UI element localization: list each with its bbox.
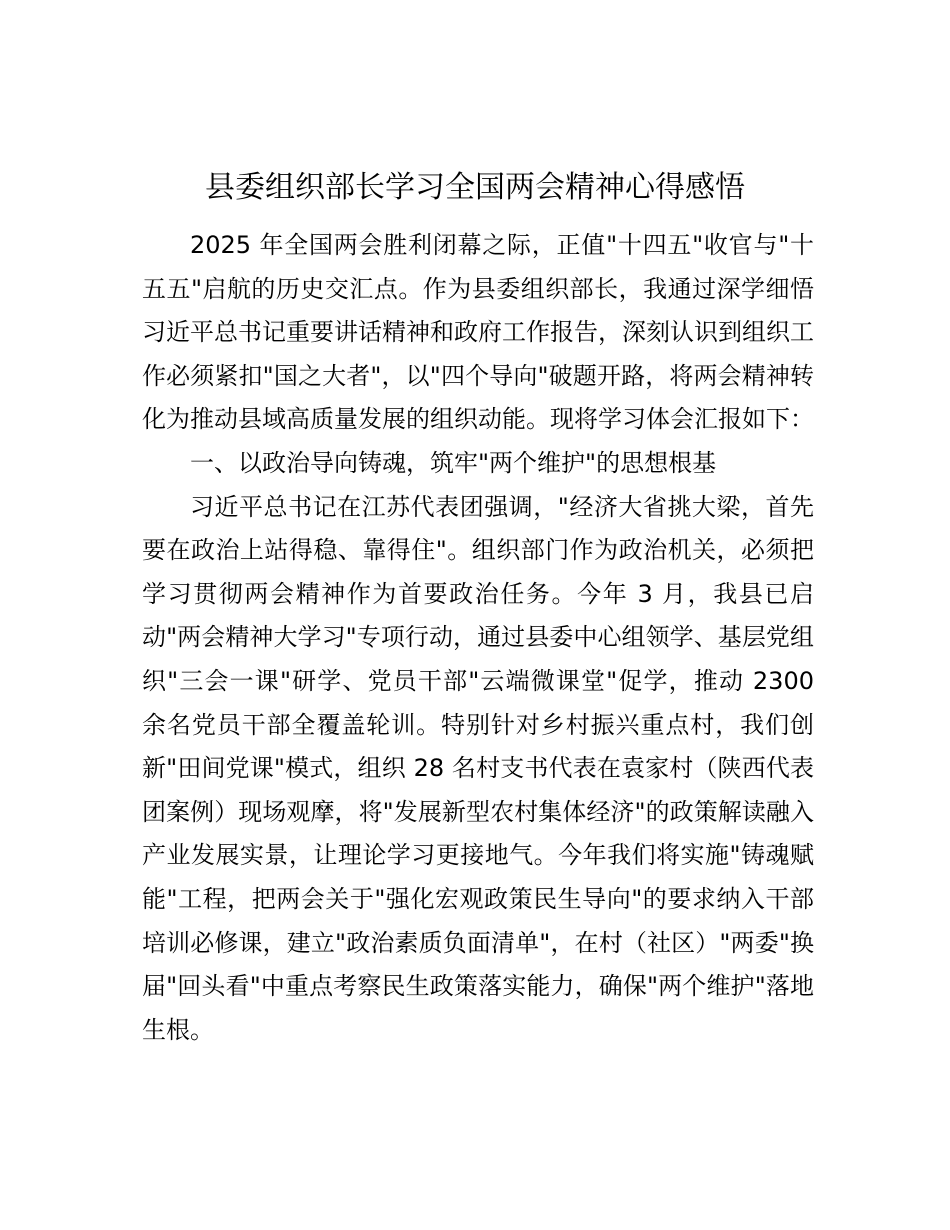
document-title: 县委组织部长学习全国两会精神心得感悟 bbox=[205, 170, 745, 205]
document-body bbox=[142, 224, 814, 1052]
intro-paragraph: 2025 年全国两会胜利闭幕之际，正值"十四五"收官与"十五五"启航的历史交汇点。作为县委组织部长，我通过深学细悟习近平总书记重要讲话精神和政府工作报告，深刻认识到组织工作必须紧扣"国之大者"，以"四个导向"破题开路，将两会精神转化为推动县域高质量发展的组织动能。现将学习体会汇报如下： bbox=[142, 231, 814, 434]
section-heading-1: 一、以政治导向铸魂，筑牢"两个维护"的思想根基 bbox=[190, 448, 717, 477]
section-1-paragraph: 习近平总书记在江苏代表团强调，"经济大省挑大梁，首先要在政治上站得稳、靠得住"。组织部门作为政治机关，必须把学习贯彻两会精神作为首要政治任务。今年 3 月，我县已启动"两会精神大学习"专项行动，通过县委中心组领学、基层党组织"三会一课"研学、党员干部"云端微课堂"促学，推动 2300 余名党员干部全覆盖轮训。特别针对乡村振兴重点村，我们创新"田间党课"模式，组织 28 名村支书代表在袁家村（陕西代表团案例）现场观摩，将"发展新型农村集体经济"的政策解读融入产业发展实景，让理论学习更接地气。今年我们将实施"铸魂赋能"工程，把两会关于"强化宏观政策民生导向"的要求纳入干部培训必修课，建立"政治素质负面清单"，在村（社区）"两委"换届"回头看"中重点考察民生政策落实能力，确保"两个维护"落地生根。 bbox=[142, 492, 814, 1044]
